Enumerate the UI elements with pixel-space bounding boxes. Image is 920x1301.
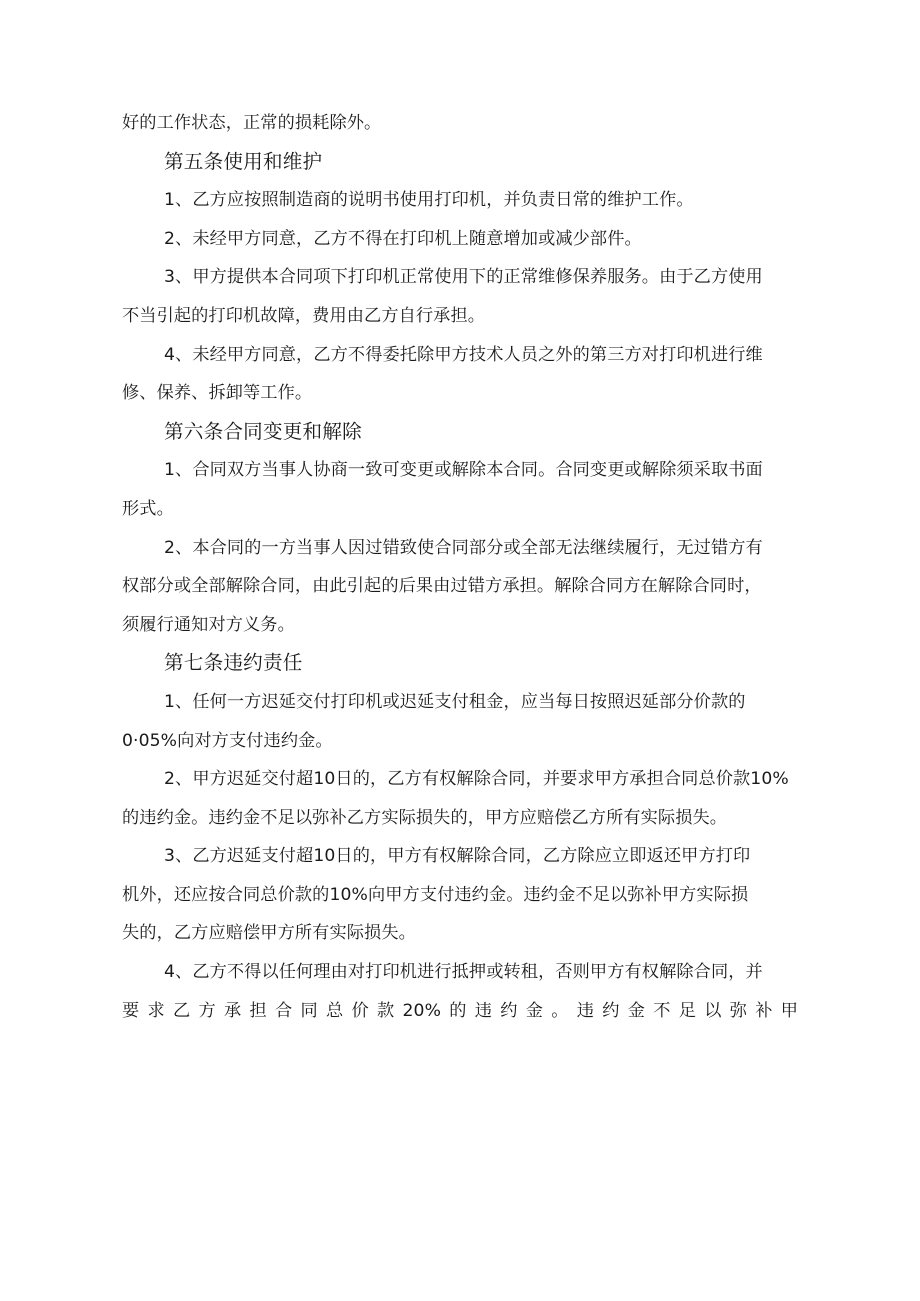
- text-line-1: 好的工作状态，正常的损耗除外。: [122, 113, 382, 133]
- text-line-11: 形式。: [122, 498, 174, 519]
- section-heading-5: 第五条使用和维护: [164, 149, 323, 173]
- text-line-17: 0·05%向对方支付违约金。: [122, 730, 333, 751]
- text-line-20: 3、乙方迟延支付超10日的，甲方有权解除合同，乙方除应立即返还甲方打印: [164, 846, 751, 867]
- text-line-7: 4、未经甲方同意，乙方不得委托除甲方技术人员之外的第三方对打印机进行维: [164, 344, 763, 365]
- contract-text-block: [122, 104, 798, 1030]
- text-line-13: 权部分或全部解除合同，由此引起的后果由过错方承担。解除合同方在解除合同时，: [122, 576, 762, 597]
- text-line-18: 2、甲方迟延交付超10日的，乙方有权解除合同，并要求甲方承担合同总价款10%: [164, 769, 789, 790]
- text-line-19: 的违约金。违约金不足以弥补乙方实际损失的，甲方应赔偿乙方所有实际损失。: [122, 807, 728, 828]
- text-line-12: 2、本合同的一方当事人因过错致使合同部分或全部无法继续履行，无过错方有: [164, 537, 763, 558]
- text-line-4: 2、未经甲方同意，乙方不得在打印机上随意增加或减少部件。: [164, 228, 642, 249]
- text-line-5: 3、甲方提供本合同项下打印机正常使用下的正常维修保养服务。由于乙方使用: [164, 267, 763, 288]
- text-line-23: 4、乙方不得以任何理由对打印机进行抵押或转租，否则甲方有权解除合同，并: [164, 962, 763, 983]
- section-heading-7: 第七条违约责任: [164, 651, 303, 675]
- text-line-16: 1、任何一方迟延交付打印机或迟延支付租金，应当每日按照迟延部分价款的: [164, 691, 746, 712]
- text-line-21: 机外，还应按合同总价款的10%向甲方支付违约金。违约金不足以弥补甲方实际损: [122, 884, 749, 905]
- text-line-3: 1、乙方应按照制造商的说明书使用打印机，并负责日常的维护工作。: [164, 190, 694, 211]
- text-line-8: 修、保养、拆卸等工作。: [122, 383, 313, 404]
- text-line-22: 失的，乙方应赔偿甲方所有实际损失。: [122, 923, 416, 944]
- section-heading-6: 第六条合同变更和解除: [164, 419, 362, 443]
- text-line-14: 须履行通知对方义务。: [122, 614, 295, 635]
- text-line-10: 1、合同双方当事人协商一致可变更或解除本合同。合同变更或解除须采取书面: [164, 460, 763, 481]
- text-line-24: 要求乙方承担合同总价款20%的违约金。违约金不足以弥补甲: [122, 1000, 798, 1021]
- text-line-6: 不当引起的打印机故障，费用由乙方自行承担。: [122, 305, 486, 326]
